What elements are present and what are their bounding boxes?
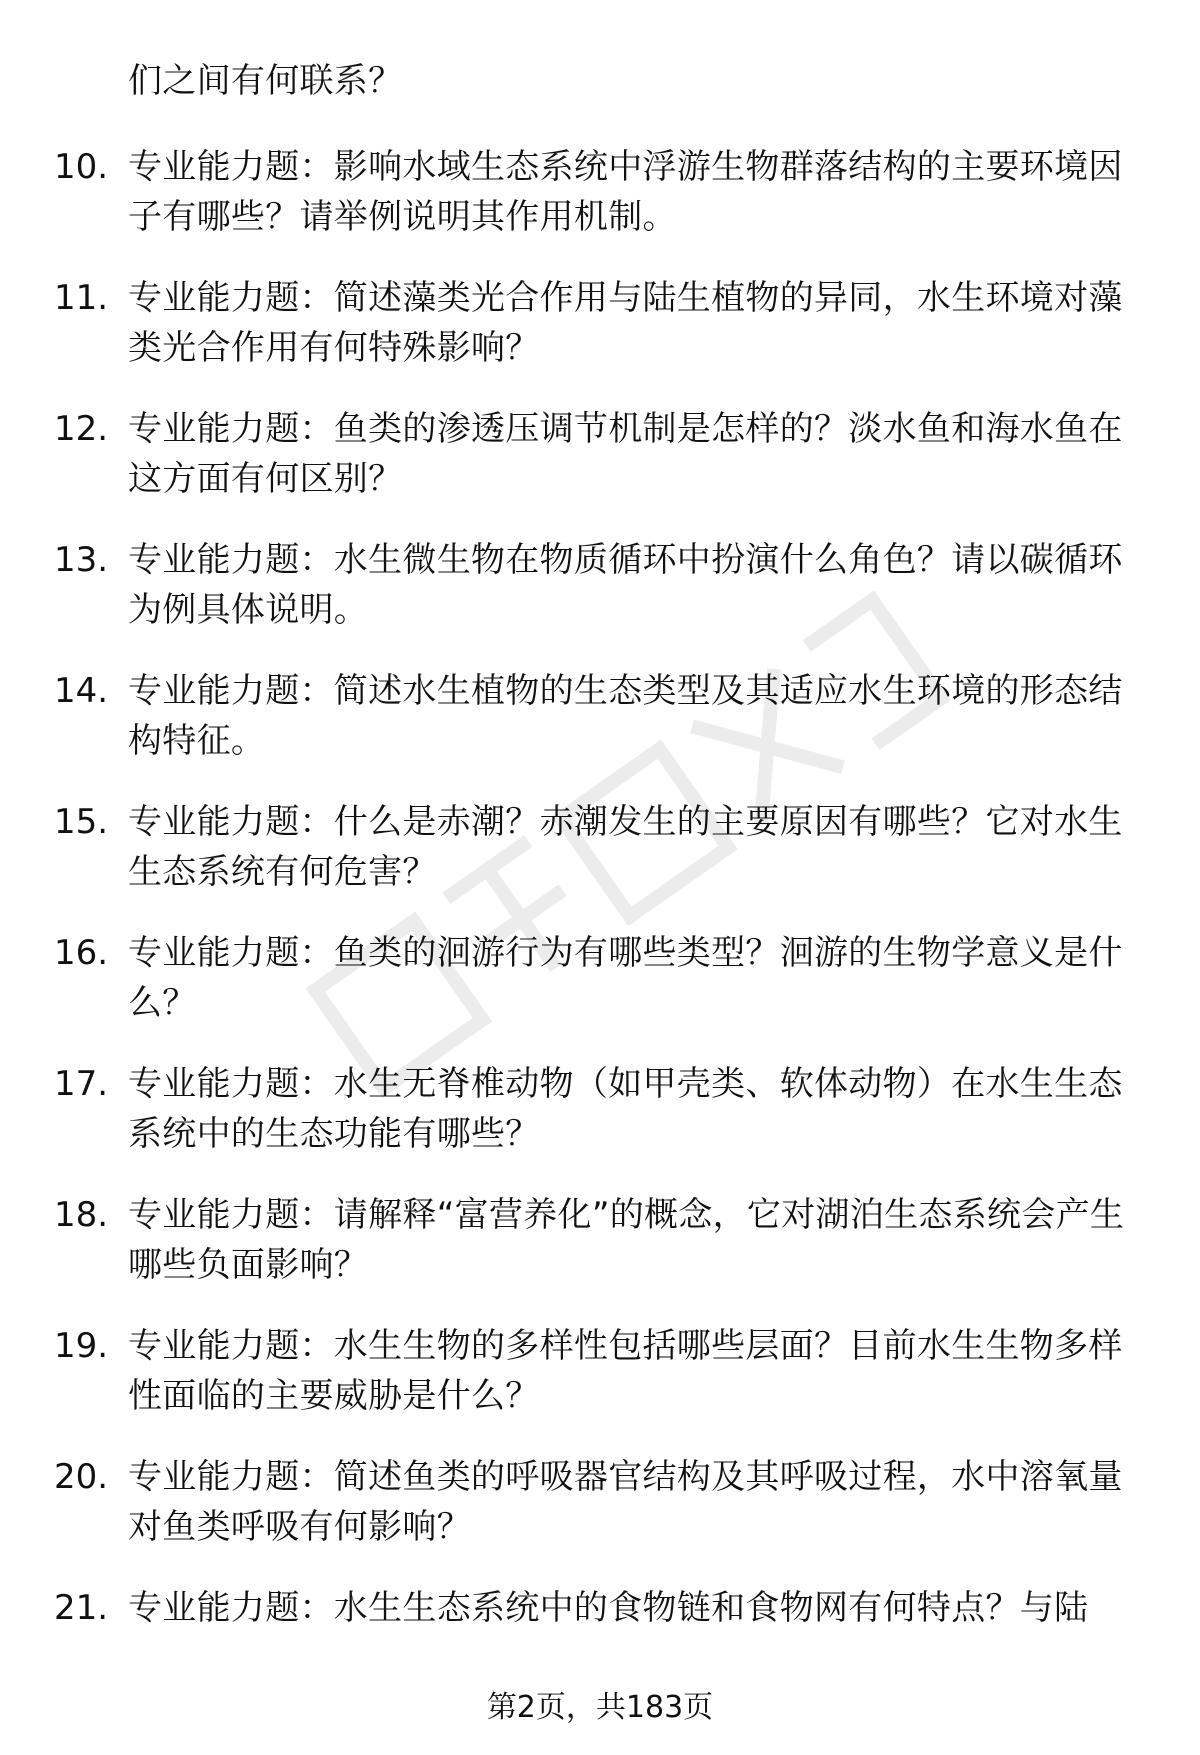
list-item — [0, 1190, 1200, 1308]
question-text: 专业能力题：简述水生植物的生态类型及其适应水生环境的形态结构特征。 — [128, 671, 1123, 761]
question-number: 16. — [54, 933, 109, 973]
question-number: 11. — [54, 278, 109, 318]
question-text: 专业能力题：什么是赤潮？赤潮发生的主要原因有哪些？它对水生生态系统有何危害？ — [128, 802, 1123, 892]
question-number: 20. — [54, 1457, 109, 1497]
question-text: 专业能力题：水生生态系统中的食物链和食物网有何特点？与陆 — [128, 1588, 1089, 1628]
continued-question-text: 们之间有何联系？ — [128, 61, 403, 101]
list-item — [0, 1452, 1200, 1570]
question-number: 13. — [54, 540, 109, 580]
question-list — [0, 142, 1200, 1656]
question-text: 专业能力题：水生无脊椎动物（如甲壳类、软体动物）在水生生态系统中的生态功能有哪些？ — [128, 1064, 1123, 1154]
list-item — [0, 142, 1200, 260]
list-item — [0, 535, 1200, 653]
question-number: 10. — [54, 147, 109, 187]
question-number: 15. — [54, 802, 109, 842]
list-item — [0, 928, 1200, 1046]
question-text: 专业能力题：影响水域生态系统中浮游生物群落结构的主要环境因子有哪些？请举例说明其作用机制。 — [128, 147, 1123, 237]
question-number: 19. — [54, 1326, 109, 1366]
list-item — [0, 797, 1200, 915]
question-text: 专业能力题：鱼类的渗透压调节机制是怎样的？淡水鱼和海水鱼在这方面有何区别？ — [128, 409, 1123, 499]
list-item — [0, 666, 1200, 784]
question-text: 专业能力题：请解释“富营养化”的概念，它对湖泊生态系统会产生哪些负面影响？ — [128, 1195, 1125, 1285]
list-item — [0, 1059, 1200, 1177]
page-number-footer: 第2页，共183页 — [486, 1690, 714, 1725]
list-item — [0, 1321, 1200, 1439]
list-item — [0, 1583, 1200, 1643]
question-number: 12. — [54, 409, 109, 449]
question-text: 专业能力题：水生微生物在物质循环中扮演什么角色？请以碳循环为例具体说明。 — [128, 540, 1123, 630]
question-number: 14. — [54, 671, 109, 711]
question-number: 21. — [54, 1588, 109, 1628]
question-text: 专业能力题：水生生物的多样性包括哪些层面？目前水生生物多样性面临的主要威胁是什么？ — [128, 1326, 1123, 1416]
question-text: 专业能力题：鱼类的洄游行为有哪些类型？洄游的生物学意义是什么？ — [128, 933, 1123, 1023]
question-text: 专业能力题：简述鱼类的呼吸器官结构及其呼吸过程，水中溶氧量对鱼类呼吸有何影响？ — [128, 1457, 1123, 1547]
list-item — [0, 273, 1200, 391]
question-number: 18. — [54, 1195, 109, 1235]
list-item — [0, 404, 1200, 522]
question-number: 17. — [54, 1064, 109, 1104]
question-text: 专业能力题：简述藻类光合作用与陆生植物的异同，水生环境对藻类光合作用有何特殊影响？ — [128, 278, 1123, 368]
